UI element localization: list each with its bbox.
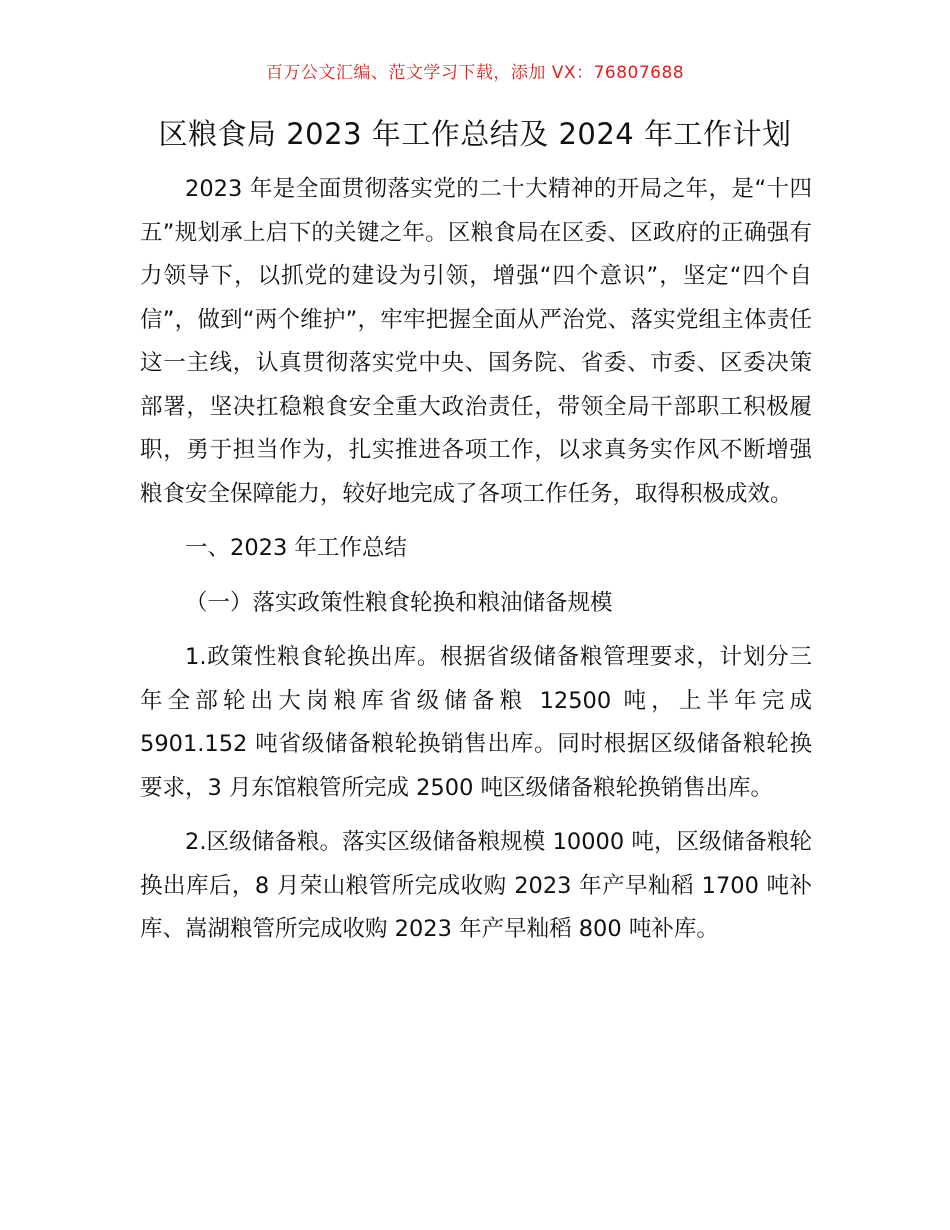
document-body xyxy=(140,168,812,952)
intro-paragraph: 2023 年是全面贯彻落实党的二十大精神的开局之年，是“十四五”规划承上启下的关键之年。区粮食局在区委、区政府的正确强有力领导下，以抓党的建设为引领，增强“四个意识”，坚定“四个自信”，做到“两个维护”，牢牢把握全面从严治党、落实党组主体责任这一主线，认真贯彻落实党中央、国务院、省委、市委、区委决策部署，坚决扛稳粮食安全重大政治责任，带领全局干部职工积极履职，勇于担当作为，扎实推进各项工作，以求真务实作风不断增强粮食安全保障能力，较好地完成了各项工作任务，取得积极成效。 xyxy=(140,176,812,507)
document-title: 区粮食局 2023 年工作总结及 2024 年工作计划 xyxy=(158,117,792,151)
body-paragraph: 1.政策性粮食轮换出库。根据省级储备粮管理要求，计划分三年全部轮出大岗粮库省级储备粮 12500 吨，上半年完成 5901.152 吨省级储备粮轮换销售出库。同时根据区级储备粮轮换要求，3 月东馆粮管所完成 2500 吨区级储备粮轮换销售出库。 xyxy=(140,644,812,801)
subsection-heading: （一）落实政策性粮食轮换和粮油储备规模 xyxy=(185,589,613,616)
section-heading: 一、2023 年工作总结 xyxy=(185,535,407,561)
body-paragraph: 2.区级储备粮。落实区级储备粮规模 10000 吨，区级储备粮轮换出库后，8 月荣山粮管所完成收购 2023 年产早籼稻 1700 吨补库、嵩湖粮管所完成收购 2023 年产早籼稻 800 吨补库。 xyxy=(140,829,812,942)
watermark-header: 百万公文汇编、范文学习下载，添加 VX：76807688 xyxy=(265,63,685,83)
